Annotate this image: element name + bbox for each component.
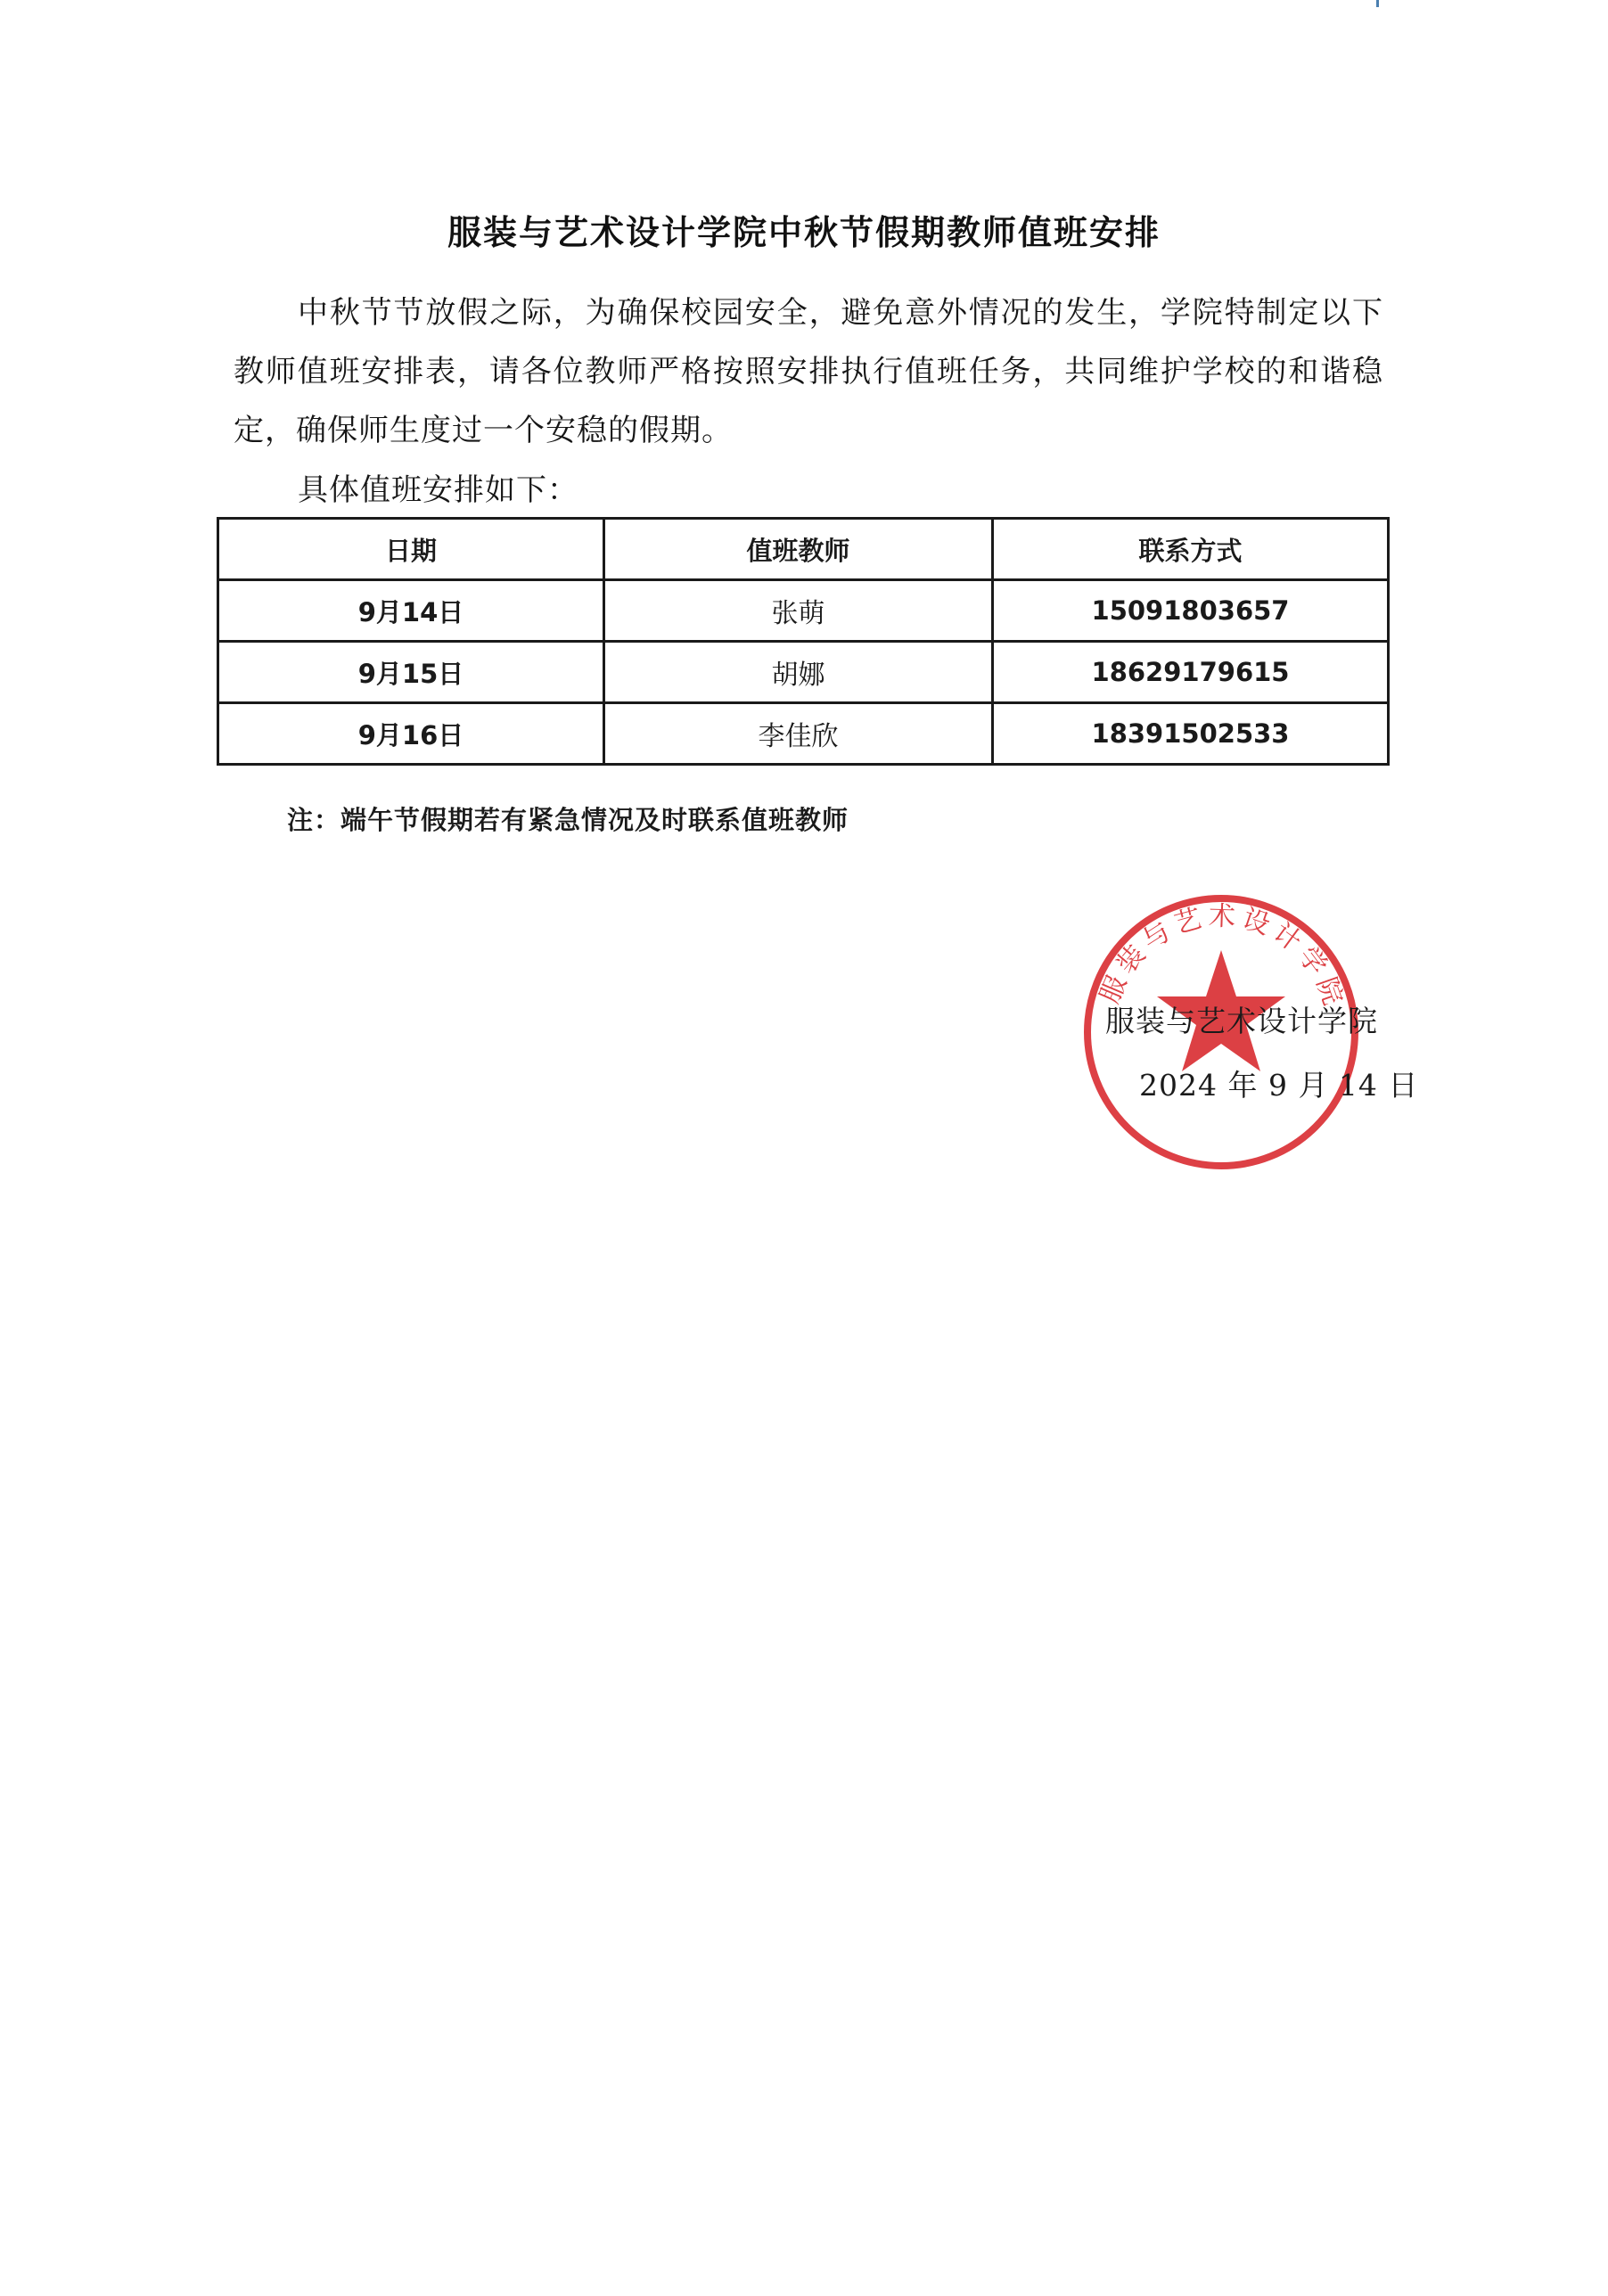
cell-teacher: 李佳欣 [604,703,993,765]
intro-paragraph: 中秋节节放假之际，为确保校园安全，避免意外情况的发生，学院特制定以下教师值班安排表，请各位教师严格按照安排执行值班任务，共同维护学校的和谐稳定，确保师生度过一个安稳的假期。 [234,295,1383,448]
header-date: 日期 [218,519,604,580]
schedule-heading: 具体值班安排如下： [298,472,578,508]
cell-teacher: 张萌 [604,580,993,642]
cell-contact: 18629179615 [993,642,1389,703]
note-text: 注：端午节假期若有紧急情况及时联系值班教师 [287,805,849,835]
cell-date: 9月15日 [218,642,604,703]
cell-date: 9月16日 [218,703,604,765]
svg-text:服装与艺术设计学院: 服装与艺术设计学院 [1094,900,1350,1014]
signature-organization: 服装与艺术设计学院 [1105,1004,1378,1038]
table-row [218,703,1389,765]
scan-corner-mark [1376,0,1379,7]
cell-date: 9月14日 [218,580,604,642]
cell-teacher: 胡娜 [604,642,993,703]
cell-contact: 18391502533 [993,703,1389,765]
header-contact: 联系方式 [993,519,1389,580]
table-row [218,642,1389,703]
table-header-row [218,519,1389,580]
signature-date: 2024 年 9 月 14 日 [1139,1068,1419,1103]
table-row [218,580,1389,642]
header-teacher: 值班教师 [604,519,993,580]
document-title: 服装与艺术设计学院中秋节假期教师值班安排 [447,213,1161,252]
cell-contact: 15091803657 [993,580,1389,642]
duty-schedule-table [217,517,1390,766]
